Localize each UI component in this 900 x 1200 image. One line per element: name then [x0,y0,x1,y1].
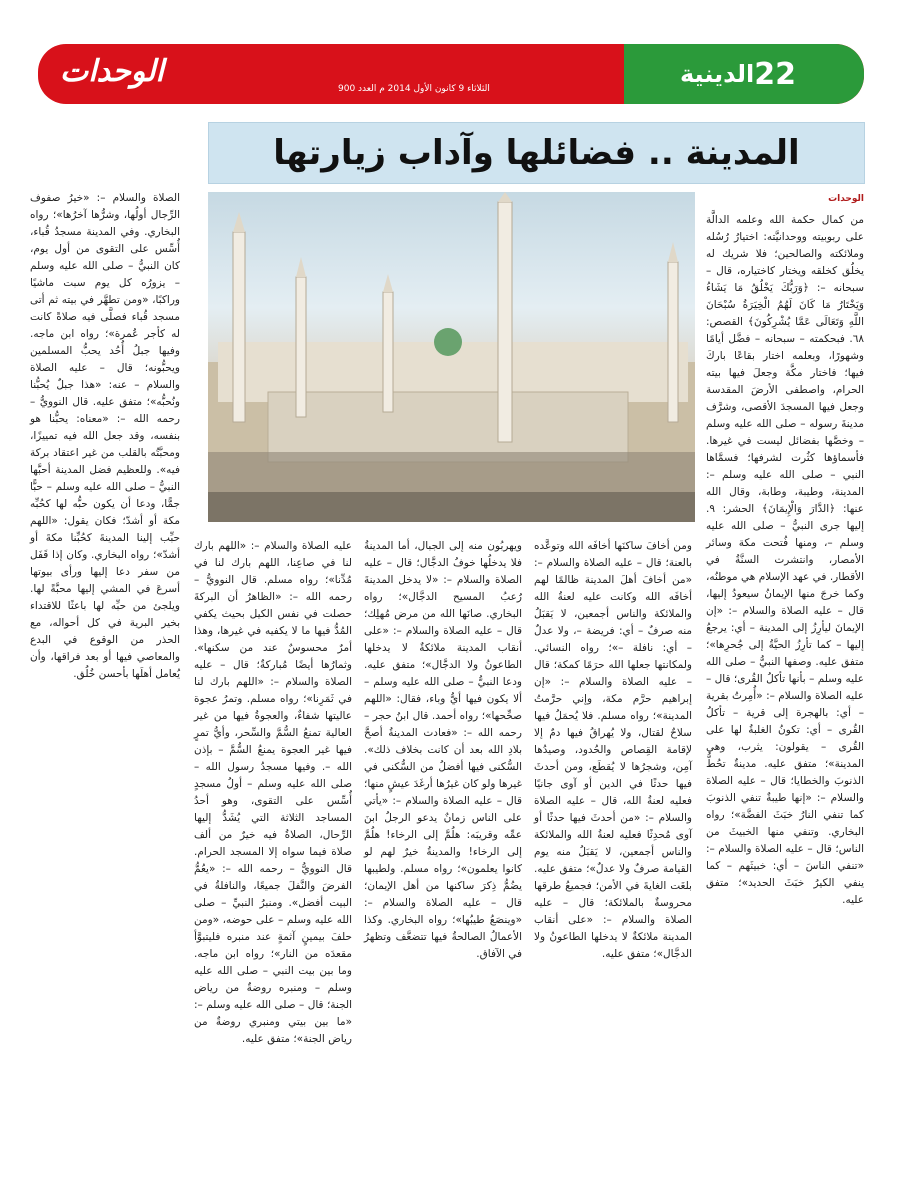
page-header [38,44,864,104]
column-4-text: عليه الصلاة والسلام –: «اللهم بارك لنا في صاعِنا، اللهم بارك لنا في مُدِّنا»؛ رواه مسلم. قال النوويُّ – رحمه الله –: «الظاهرُ أن البركةَ حصلت في نفس الكيل بحيث يكفي المُدُّ فيها ما لا يكفيه في غيرها، وهذا أمرٌ محسوسٌ عند من سكنها». وثمارُها أيضًا مُباركةٌ؛ قال – عليه الصلاة والسلام –: «اللهم بارك لنا في ثَمَرِنا»؛ رواه مسلم. وتمرُ عجوة عاليتها شفاءٌ، والعجوةُ فيها من غير العالية تمنعُ السُّمَّ والسِّحر، وأيُّ تمرٍ فيها غير العجوة يمنعُ السُّمَّ – بإذن الله –. وفيها مسجدُ رسول الله – صلى الله عليه وسلم – أولُ مسجدٍ أُسِّس على التقوى، وهو أحدُ المساجد الثلاثة التي يُشَدُّ إليها الرِّحال، الصلاةُ فيه خيرٌ من ألف صلاة فيما سواه إلا المسجد الحرام. قال النوويُّ – رحمه الله –: «يعُمُّ الفرضَ والنَّفلَ جميعًا، والنافلةُ في البيت أفضل». ومنبرُ النبيِّ – صلى الله عليه وسلم – على حوضه، «ومن حلفَ بيمينٍ آثمةٍ عند منبره فليتبوَّأ مقعدَه من النار»؛ رواه ابن ماجه. وما بين بيت النبي – صلى الله عليه وسلم – ومنبره روضةٌ من رياض الجنة؛ قال – صلى الله عليه وسلم –: «ما بين بيتي ومنبري روضةٌ من رياض الجنة»؛ متفق عليه. [194,540,352,1045]
page-number: 22 [754,56,796,92]
mosque-illustration [208,192,695,522]
article-title: المدينة .. فضائلها وآداب زيارتها [273,133,800,173]
article-column-2 [534,538,692,1168]
source-tag: الوحدات [828,194,864,204]
newspaper-logo: الوحدات [60,54,164,89]
section-tab [624,44,864,104]
column-2-text: ومن أخافَ ساكنَها أخافَه الله وتوعَّده بالعنة؛ قال – عليه الصلاة والسلام –: «من أخافَ أهلَ المدينة ظالمًا لهم أخافَه الله وكانت عليه لعنةُ الله والملائكة والناس أجمعين، لا يَقبَلُ منه صرفٌ – أي: فريضة –، ولا عدلٌ – أي: نافلة –»؛ رواه النسائي. ولمكانتها جعلها الله حرَمًا كمكة؛ قال – عليه الصلاة والسلام –: «إن إبراهيم حرَّم مكة، وإني حرَّمتُ المدينة»؛ رواه مسلم. فلا يُحمَلُ فيها سلاحٌ لقتال، ولا يُهراقُ فيها دمٌ إلا لإقامة القِصاص والحُدود، وصيدُها آمِن، وشجرُها لا يُقطَع، ومن أحدثَ فيها حدثًا في الدين أو آوى جانيًا فعليه لعنةُ الله، قال – عليه الصلاة والسلام –: «من أحدثَ فيها حدثًا أو آوى مُحدِثًا فعليه لعنةُ الله والملائكة والناس أجمعين، لا يَقبَلُ منه يوم القيامة صرفٌ ولا عدلٌ»؛ متفق عليه. بلغَت الغايةَ في الأمن؛ فجميعُ طرقها محروسةٌ بالملائكة؛ قال – عليه الصلاة والسلام –: «على أنقاب المدينة ملائكةٌ لا يدخلها الطاعونُ ولا الدجَّال»؛ متفق عليه. [534,540,692,960]
article-column-3 [364,538,522,1168]
article-title-bar [208,122,865,184]
column-5-text: الصلاة والسلام –: «خيرُ صفوف الرِّجال أولُها، وشرُّها آخرُها»؛ رواه البخاري. وفي المدينة مسجدُ قُباء، أُسِّس على التقوى من أول يوم، كان النبيُّ – صلى الله عليه وسلم – يزورُه كل يوم سبت ماشيًا وراكبًا، «ومن تطهَّر في بيته ثم أتى مسجد قُباء فصلَّى فيه صلاةً كانت له كأجر عُمرة»؛ رواه ابن ماجه. وفيها جبلُ أُحُد يحبُّ المسلمين ويحبُّونه؛ قال – عليه الصلاة والسلام – عنه: «هذا جبلٌ يُحبُّنا ونُحبُّه»؛ متفق عليه. قال النوويُّ – رحمه الله –: «معناه: يحبُّنا هو بنفسه، وقد جعل الله فيه تمييزًا، ومحبَّتُه بالقلب من غير اعتقاد بركة فيه». وللعظيم فضل المدينة أحبَّها النبيُّ – صلى الله عليه وسلم – حبًّا جمًّا، ودعا أن يكون حبُّه لها كحُبِّه مكة أو أشدّ؛ فكان يقول: «اللهم حبِّب إلينا المدينةَ كحُبِّنا مكةَ أو أشدّ»؛ رواه البخاري. وكان إذا قَفَل من سفر دعا إليها ورأى بيوتها أسرعَ في المشي إليها محبَّةً لها. ويلجئ من حبِّه لها باعثًا للاقتداء بخير البرية في كل أحواله، مع الحذر من الوقوع في البدع والمعاصي فيها أو بعد فراقها، وأن يُعامل أهلَها بأحسن خُلُق. [30,192,180,680]
mosque-photo [208,192,695,522]
section-label: الدينية [679,60,755,88]
column-1-text: من كمال حكمة الله وعلمه الدالَّة على ربوبيته ووحدانيَّته: اختيارُ رُسُله وملائكته والصالحين؛ فلا شريك له يخلُق كخلقه ويختار كاختياره، قال – سبحانه –: ﴿وَرَبُّكَ يَخْلُقُ مَا يَشَاءُ وَيَخْتَارُ مَا كَانَ لَهُمُ الْخِيَرَةُ سُبْحَانَ اللَّهِ وَتَعَالَى عَمَّا يُشْرِكُونَ﴾ القصص: ٦٨. فبحكمته – سبحانه – فضَّل أيامًا وشهورًا، وبعلمه اختار بقاعًا باركَ فيها؛ فاختار مكَّة وجعلَ فيها بيته الحرام، واصطفى الأرضَ المقدسة وجعل فيها المسجدَ الأقصى، وشرَّف مدينةَ رسوله – صلى الله عليه وسلم – وخصَّها بفضائل ليست في غيرها. فأسماؤها كثُرت لشرفها؛ فسمَّاها النبي – صلى الله عليه وسلم –: المدينة، وطيبة، وطابة، وقال الله عنها: ﴿الدَّارَ وَالْإِيمَانَ﴾ الحشر: ٩. إليها جرى النبيُّ – صلى الله عليه وسلم –، ومنها فُتحت مكة وسائر الأمصار، وانتشرت السنَّةُ في الأقطار. في عهد الإسلام هي موطنُه، وكما خرجَ منها الإيمانُ سيعودُ إليها، قال – عليه الصلاة والسلام –: «إن الإيمانَ ليأرِزُ إلى المدينة – أي: يرجعُ إليها – كما تأرِزُ الحيَّةُ إلى جُحرِها»؛ متفق عليه. وصفها النبيُّ – صلى الله عليه وسلم – بأنها تأكلُ القُرى؛ قال – عليه الصلاة والسلام –: «أُمِرتُ بقرية – أي: بالهجرة إلى قرية – تأكلُ القُرى – أي: تكونُ الغلبةُ لها على القُرى – يقولون: يثرب، وهي المدينة»؛ متفق عليه. مدينةٌ تحُطُّ الذنوبَ والخطايا؛ قال – عليه الصلاة والسلام –: «إنها طيبةٌ تنفي الذنوبَ كما تنفي النارُ خبَثَ الفضَّة»؛ رواه البخاري. وتنفي منها الخبيثَ من الناس؛ قال – عليه الصلاة والسلام –: «تنفي الناسَ – أي: خبيثَهم – كما ينفي الكيرُ خبَثَ الحديد»؛ متفق عليه. [706,214,864,906]
article-column-1 [706,212,864,1172]
article-column-4 [194,538,352,1168]
issue-date: الثلاثاء 9 كانون الأول 2014 م العدد 900 [338,84,490,94]
article-column-5 [30,190,180,1170]
column-3-text: ويهربُون منه إلى الجبال، أما المدينةُ فلا يدخلُها خوفُ الدجَّال؛ قال – عليه الصلاة والسلام –: «لا يدخل المدينةَ رُعبُ المسيح الدجَّال»؛ رواه البخاري. صانَها الله من مرض مُهلِك؛ قال – عليه الصلاة والسلام –: «على أنقاب المدينة ملائكةٌ لا يدخلها الطاعونُ ولا الدجَّال»؛ متفق عليه. ودعا النبيُّ – صلى الله عليه وسلم – ألا يكون فيها أيُّ وباء، فقال: «اللهم صحِّحها»؛ رواه أحمد. قال ابنُ حجر – رحمه الله –: «فعادت المدينةُ أصحَّ بلادِ الله بعد أن كانت بخلاف ذلك». السُّكنى فيها أفضلُ من السُّكنى في غيرها ولو كان غيرُها أرغَدَ عيشٍ منها؛ قال – عليه الصلاة والسلام –: «يأتي على الناس زمانٌ يدعو الرجلُ ابنَ عمِّه وقريبَه: هلُمَّ إلى الرخاء! هلُمَّ إلى الرخاء! والمدينةُ خيرٌ لهم لو كانوا يعلمون»؛ رواه مسلم. ولطيبها يضُمُّ ذِكرَ ساكنها من أهل الإيمان؛ قال – عليه الصلاة والسلام –: «وينصَعُ طيبُها»؛ رواه البخاري. وكذا الأعمالُ الصالحةُ فيها تتضعَّف وتظهرُ في الآفاق. [364,540,522,960]
